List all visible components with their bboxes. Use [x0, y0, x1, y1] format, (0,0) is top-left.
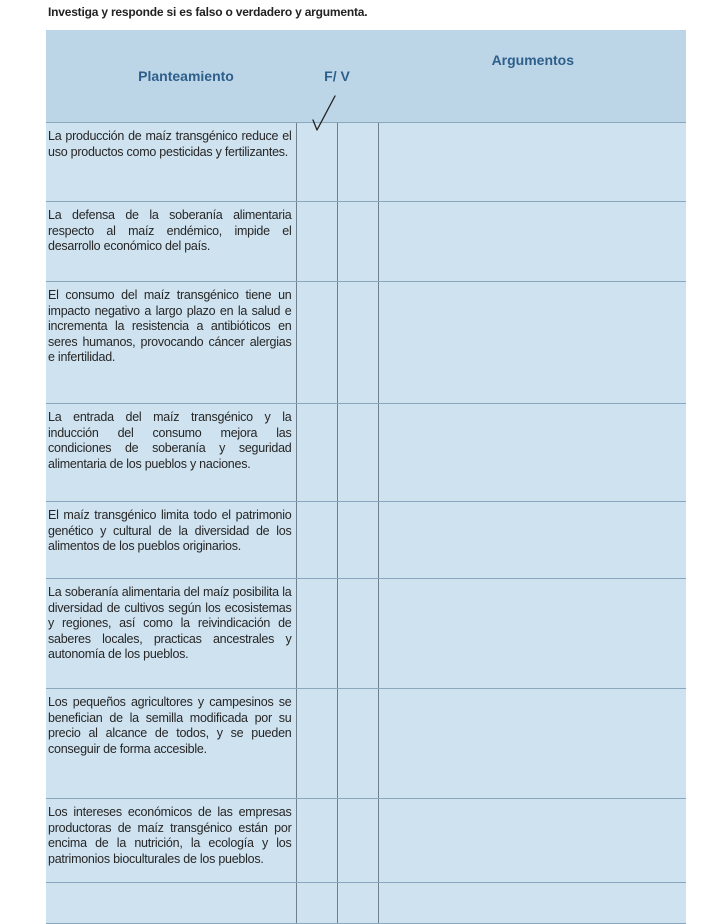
table-row — [46, 799, 686, 924]
fv-answer-cell-2[interactable] — [337, 502, 378, 579]
fv-answer-cell-2[interactable] — [337, 123, 378, 202]
statement-cell: El consumo del maíz transgénico tiene un impacto negativo a largo plazo en la salud e incrementa la resistencia a antibióticos en seres humanos, provocando cáncer alergias e infertilidad. — [46, 282, 296, 404]
argument-cell[interactable] — [378, 502, 686, 579]
fv-answer-cell-2[interactable] — [337, 689, 378, 799]
fv-answer-cell[interactable] — [296, 502, 337, 579]
check-mark-icon — [311, 94, 337, 134]
statement-cell: El maíz transgénico limita todo el patrimonio genético y cultural de la diversidad de los alimentos de los pueblos originarios. — [46, 502, 296, 579]
table-bottom-divider — [46, 882, 686, 883]
header-planteamiento: Planteamiento — [46, 30, 296, 123]
table-grid — [46, 30, 686, 924]
fv-answer-cell-2[interactable] — [337, 404, 378, 502]
table-header-row — [46, 30, 686, 123]
table-row — [46, 689, 686, 799]
fv-answer-cell-2[interactable] — [337, 799, 378, 924]
fv-answer-cell-2[interactable] — [337, 202, 378, 282]
argument-cell[interactable] — [378, 404, 686, 502]
fv-answer-cell[interactable] — [296, 282, 337, 404]
table-row — [46, 579, 686, 689]
argument-cell[interactable] — [378, 123, 686, 202]
instruction-text: Investiga y responde si es falso o verdadero y argumenta. — [48, 5, 368, 19]
true-false-table — [46, 30, 686, 882]
fv-answer-cell[interactable] — [296, 404, 337, 502]
fv-answer-cell[interactable] — [296, 123, 337, 202]
statement-cell: Los pequeños agricultores y campesinos se benefician de la semilla modificada por su precio al alcance de todos, y se pueden conseguir de forma accesible. — [46, 689, 296, 799]
fv-answer-cell[interactable] — [296, 579, 337, 689]
fv-answer-cell-2[interactable] — [337, 282, 378, 404]
header-argumentos: Argumentos — [378, 30, 686, 123]
statement-cell: La entrada del maíz transgénico y la inducción del consumo mejora las condiciones de soberanía y seguridad alimentaria de los pueblos y naciones. — [46, 404, 296, 502]
statement-cell: La defensa de la soberanía alimentaria respecto al maíz endémico, impide el desarrollo económico del país. — [46, 202, 296, 282]
argument-cell[interactable] — [378, 579, 686, 689]
argument-cell[interactable] — [378, 689, 686, 799]
fv-answer-cell-2[interactable] — [337, 579, 378, 689]
argument-cell[interactable] — [378, 202, 686, 282]
table-row — [46, 282, 686, 404]
argument-cell[interactable] — [378, 799, 686, 924]
table-row — [46, 502, 686, 579]
table-row — [46, 202, 686, 282]
fv-answer-cell[interactable] — [296, 689, 337, 799]
argument-cell[interactable] — [378, 282, 686, 404]
table-row — [46, 123, 686, 202]
statement-cell: Los intereses económicos de las empresas productoras de maíz transgénico están por encima de la nutrición, la ecología y los patrimonios bioculturales de los pueblos. — [46, 799, 296, 924]
fv-answer-cell[interactable] — [296, 799, 337, 924]
statement-cell: La producción de maíz transgénico reduce el uso productos como pesticidas y fertilizantes. — [46, 123, 296, 202]
fv-answer-cell[interactable] — [296, 202, 337, 282]
statement-cell: La soberanía alimentaria del maíz posibilita la diversidad de cultivos según los ecosistemas y regiones, así como la reivindicación de saberes locales, practicas ancestrales y autonomía de los pueblos. — [46, 579, 296, 689]
header-fv: F/ V — [296, 30, 378, 123]
table-row — [46, 404, 686, 502]
